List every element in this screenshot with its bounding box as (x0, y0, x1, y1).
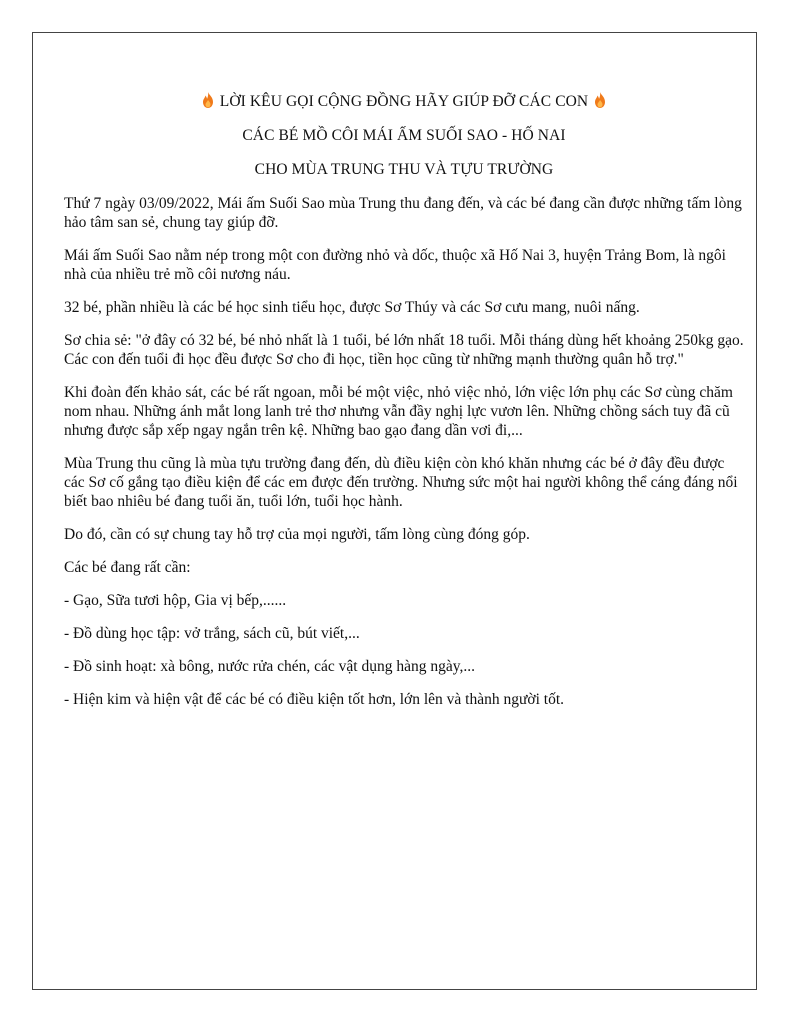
paragraph-intro: Thứ 7 ngày 03/09/2022, Mái ấm Suối Sao mùa Trung thu đang đến, và các bé đang cần được những tấm lòng hảo tâm san sẻ, chung tay giúp đỡ. (64, 195, 742, 231)
paragraph-call-to-action: Do đó, cần có sự chung tay hỗ trợ của mọi người, tấm lòng cùng đóng góp. (64, 526, 530, 543)
needs-heading: Các bé đang rất cần: (64, 559, 191, 576)
paragraph-school-season: Mùa Trung thu cũng là mùa tựu trường đang đến, dù điều kiện còn khó khăn nhưng các bé ở đây đều được các Sơ cố gắng tạo điều kiện để các em được đến trường. Nhưng sức một hai người không thể cáng đáng nổi biết bao nhiêu bé đang tuổi ăn, tuổi lớn, tuổi học hành. (64, 455, 738, 510)
needs-item-school-supplies: - Đồ dùng học tập: vở trắng, sách cũ, bút viết,... (64, 625, 360, 642)
paragraph-visit: Khi đoàn đến khảo sát, các bé rất ngoan, mỗi bé một việc, nhỏ việc nhỏ, lớn việc lớn phụ các Sơ cùng chăm nom nhau. Những ánh mắt long lanh trẻ thơ nhưng vẫn đầy nghị lực vươn lên. Những chồng sách tuy đã cũ nhưng được sắp xếp ngay ngắn trên kệ. Những bao gạo đang dần vơi đi,... (64, 384, 733, 439)
paragraph-location: Mái ấm Suối Sao nằm nép trong một con đường nhỏ và dốc, thuộc xã Hố Nai 3, huyện Trảng Bom, là ngôi nhà của nhiều trẻ mồ côi nương náu. (64, 247, 726, 283)
title-line-1 (64, 92, 744, 112)
document-body (64, 92, 744, 723)
title-text-1: LỜI KÊU GỌI CỘNG ĐỒNG HÃY GIÚP ĐỠ CÁC CON (219, 93, 589, 110)
paragraph-quote: Sơ chia sẻ: "ở đây có 32 bé, bé nhỏ nhất là 1 tuổi, bé lớn nhất 18 tuổi. Mỗi tháng dùng hết khoảng 250kg gạo. Các con đến tuổi đi học đều được Sơ cho đi học, tiền học cũng từ những mạnh thường quân hỗ trợ." (64, 332, 744, 368)
fire-icon (202, 92, 214, 108)
needs-item-household: - Đồ sinh hoạt: xà bông, nước rửa chén, các vật dụng hàng ngày,... (64, 658, 475, 675)
document-title (64, 92, 744, 180)
fire-icon (594, 92, 606, 108)
title-line-2: CÁC BÉ MỒ CÔI MÁI ẤM SUỐI SAO - HỐ NAI (242, 127, 566, 144)
needs-item-donations: - Hiện kim và hiện vật để các bé có điều kiện tốt hơn, lớn lên và thành người tốt. (64, 691, 565, 708)
needs-item-food: - Gạo, Sữa tươi hộp, Gia vị bếp,...... (64, 592, 287, 609)
title-line-3: CHO MÙA TRUNG THU VÀ TỰU TRƯỜNG (254, 161, 554, 178)
paragraph-children: 32 bé, phần nhiều là các bé học sinh tiểu học, được Sơ Thúy và các Sơ cưu mang, nuôi nấng. (64, 299, 640, 316)
